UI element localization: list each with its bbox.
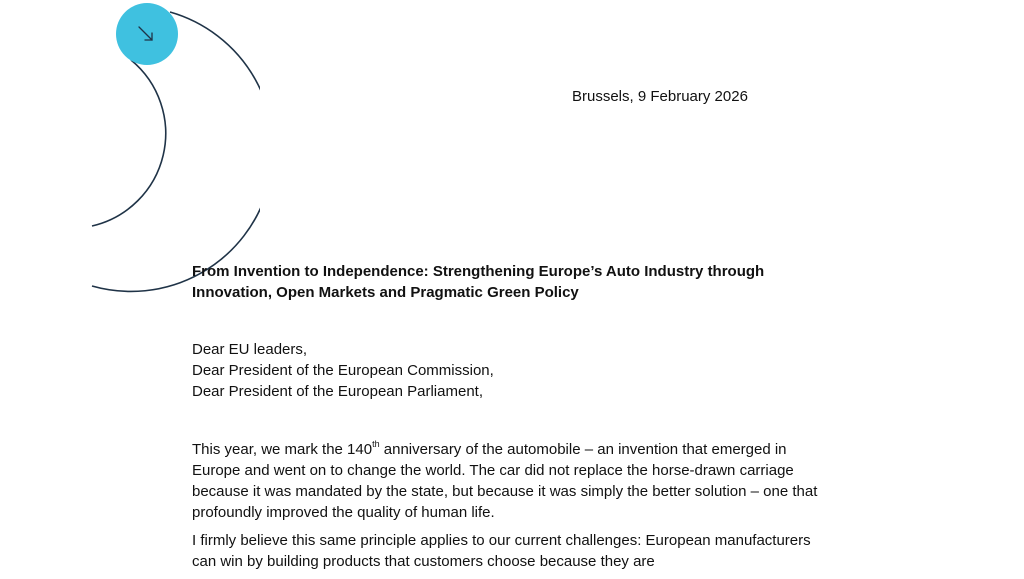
salutation-line: Dear EU leaders, xyxy=(192,341,308,358)
letter-body xyxy=(192,439,832,579)
paragraph-text: anniversary of the automobile – an invention that emerged in Europe and went on to change the world. The car did not replace the horse-drawn carriage because it was mandated by the state, but because it was simply the better solution – one that profoundly improved the quality of human life. xyxy=(192,441,818,521)
inner-arc-line xyxy=(92,60,166,226)
arrow-circle-logo xyxy=(0,0,260,300)
salutation-block xyxy=(192,339,832,402)
paragraph-text: This year, we mark the 140 xyxy=(192,441,373,458)
ordinal-superscript: th xyxy=(372,439,380,449)
date-line: Brussels, 9 February 2026 xyxy=(572,88,748,105)
salutation-line: Dear President of the European Parliament, xyxy=(192,383,483,400)
outer-arc-line xyxy=(92,12,260,291)
salutation-line: Dear President of the European Commission, xyxy=(192,362,494,379)
logo-accent-circle xyxy=(116,3,178,65)
body-paragraph: I firmly believe this same principle applies to our current challenges: European manufacturers can win by building products that customers choose because they are xyxy=(192,532,811,570)
letter-title: From Invention to Independence: Strengthening Europe’s Auto Industry through Innovation, Open Markets and Pragmatic Green Policy xyxy=(192,263,765,301)
body-paragraph xyxy=(192,439,832,523)
